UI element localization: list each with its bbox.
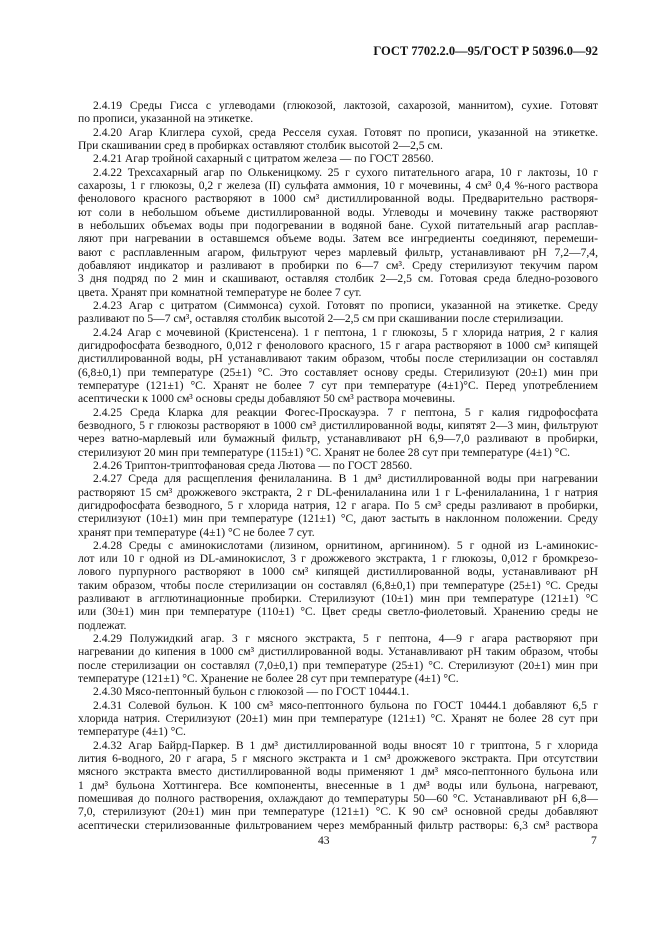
text-line: цвета. Хранят при комнатной температуре не более 7 сут. xyxy=(78,285,362,299)
text-line: (6,8±0,1) при температуре (25±1) °С. Это составляет основу среды. Стерилизуют (20±1) мин при xyxy=(78,365,598,379)
text-line: лот или 10 г одной из DL-аминокислот, 3 г дрожжевого экстракта, 1 г глюкозы, 0,012 г бромкрезо- xyxy=(78,552,598,566)
text-line: дигидрофосфата безводного, 0,012 г фенолового красного, 15 г агара растворяют в 1000 см³ кипящей xyxy=(78,338,598,352)
text-line: в небольших объемах воды при подогревании в водяной бане. Сухой питательный агар расплав- xyxy=(78,218,598,232)
text-line: 2.4.21 Агар тройной сахарный с цитратом железа — по ГОСТ 28560. xyxy=(93,152,434,166)
document-body xyxy=(78,99,598,832)
text-line: хлорида натрия. Стерилизуют (20±1) мин при температуре (121±1) °С. Хранят не более 28 сут при xyxy=(78,712,598,726)
text-line: помешивая до полного растворения, охлаждают до температуры 50—60 °С. Устанавливают pH 6,8— xyxy=(78,792,598,806)
text-line: вают с расплавленным агаром, фильтруют через марлевый фильтр, устанавливают pH 7,2—7,4, xyxy=(78,245,598,259)
text-line: 2.4.28 Среды с аминокислотами (лизином, орнитином, аргинином). 5 г одной из L-аминокис- xyxy=(93,538,598,552)
text-line: после стерилизации он составлял (7,0±0,1) при температуре (25±1) °С. Стерилизуют (20±1) мин при xyxy=(78,658,598,672)
text-line: 2.4.24 Агар с мочевиной (Кристенсена). 1 г пептона, 1 г глюкозы, 5 г хлорида натрия, 2 г калия xyxy=(93,325,598,339)
text-line: 2.4.23 Агар с цитратом (Симмонса) сухой. Готовят по прописи, указанной на этикетке. Среду xyxy=(93,298,598,312)
text-line: стерилизуют (10±1) мин при температуре (121±1) °С, дают застыть в наклонном положении. Среду xyxy=(78,512,598,526)
text-line: разливают по 5—7 см³, оставляя столбик высотой 2—2,5 см при скашивании после стерилизации. xyxy=(78,312,564,326)
text-line: асептически к 1000 см³ основы среды добавляют 50 см³ раствора мочевины. xyxy=(78,392,456,406)
text-line: ляют при нагревании в оставшемся объеме воды. Затем все ингредиенты соединяют, перемеши- xyxy=(78,232,598,246)
text-line: 2.4.20 Агар Клиглера сухой, среда Ресселя сухая. Готовят по прописи, указанной на этикетке. xyxy=(93,125,598,139)
text-line: безводного, 5 г глюкозы растворяют в 1000 см³ дистиллированной воды, кипятят 2—3 мин, фильтруют xyxy=(78,418,598,432)
text-line: 2.4.22 Трехсахарный агар по Олькеницкому. 25 г сухого питательного агара, 10 г лактозы, 10 г xyxy=(93,165,598,179)
text-line: 2.4.27 Среда для расщепления фенилаланина. В 1 дм³ дистиллированной воды при нагревании xyxy=(93,472,598,486)
text-line: подлежат. xyxy=(78,618,127,632)
text-line: лового пурпурного растворяют в 1000 см³ кипящей дистиллированной воды, устанавливают pH xyxy=(78,565,598,579)
text-line: таким образом, чтобы после стерилизации он составлял (6,8±0,1) при температуре (25±1) °С. Среды xyxy=(78,578,598,592)
text-line: 1 дм³ бульона Хоттингера. Все компоненты, внесенные в 1 дм³ воды или бульона, нагревают, xyxy=(78,778,598,792)
text-line: хранят при температуре (4±1) °С не более 7 сут. xyxy=(78,525,315,539)
text-line: или (30±1) мин при температуре (110±1) °С. Цвет среды светло-фиолетовый. Хранению среды не xyxy=(78,605,598,619)
text-line: стерилизуют 20 мин при температуре (115±1) °С. Хранят не более 28 сут при температуре (4±1) °С. xyxy=(78,445,571,459)
text-line: через ватно-марлевый или бумажный фильтр, устанавливают pH 6,9—7,0 разливают в пробирки, xyxy=(78,432,598,446)
text-line: 2.4.30 Мясо-пептонный бульон с глюкозой — по ГОСТ 10444.1. xyxy=(93,685,410,699)
text-line: нагревании до кипения в 1000 см³ дистиллированной воды. Устанавливают pH таким образом, чтобы xyxy=(78,645,598,659)
text-line: температуре (121±1) °С. Хранят не более 7 сут при температуре (4±1)°С. Перед употреблением xyxy=(78,378,598,392)
text-line: ют соли в небольшом объеме дистиллированной воды. Углеводы и мочевину также растворяют xyxy=(78,205,598,219)
text-line: 2.4.19 Среды Гисса с углеводами (глюкозой, лактозой, сахарозой, маннитом), сухие. Готовят xyxy=(93,99,598,112)
text-line: дистиллированной воды, pH устанавливают таким образом, чтобы после стерилизации он составлял xyxy=(78,352,598,366)
text-line: температуре (121±1) °С. Хранение не более 28 сут при температуре (4±1) °С. xyxy=(78,672,459,686)
text-line: асептически стерилизованные фильтрованием через мембранный фильтр растворы: 6,3 см³ раствора xyxy=(78,818,598,832)
text-line: 3 дня подряд по 2 мин и скашивают, оставляя столбик 2—2,5 см. Готовая среда бледно-розового xyxy=(78,272,598,286)
text-line: добавляют индикатор и разливают в пробирки по 6—7 см³. Среду стерилизуют текучим паром xyxy=(78,258,598,272)
text-line: 7,0, стерилизуют (20±1) мин при температуре (121±1) °С. К 90 см³ основной среды добавляют xyxy=(78,805,598,819)
text-line: дигидрофосфата безводного, 5 г хлорида натрия, 12 г агара. По 5 см³ среды разливают в пробирки, xyxy=(78,498,598,512)
text-line: разливают в агглютинационные пробирки. Стерилизуют (10±1) мин при температуре (121±1) °С xyxy=(78,592,598,606)
text-line: фенолового красного растворяют в 1000 см³ дистиллированной воды. Предварительно растворя- xyxy=(78,192,598,206)
page-number-center: 43 xyxy=(318,834,330,847)
text-line: 2.4.31 Солевой бульон. К 100 см³ мясо-пептонного бульона по ГОСТ 10444.1 добавляют 6,5 г xyxy=(93,698,598,712)
text-line: растворяют 15 см³ дрожжевого экстракта, 2 г DL-фенилаланина или 1 г L-фенилаланина, 1 г натрия xyxy=(78,485,598,499)
document-header: ГОСТ 7702.2.0—95/ГОСТ Р 50396.0—92 xyxy=(373,44,598,58)
text-line: 2.4.26 Триптон-триптофановая среда Лютова — по ГОСТ 28560. xyxy=(93,458,413,472)
text-line: лития 6-водного, 20 г агара, 5 г мясного экстракта и 1 см³ дрожжевого экстракта. При отсутствии xyxy=(78,752,598,766)
text-line: 2.4.29 Полужидкий агар. 3 г мясного экстракта, 5 г пептона, 4—9 г агара растворяют при xyxy=(93,632,598,646)
text-line: мясного экстракта вместо дистиллированной воды применяют 1 дм³ мясо-пептонного бульона или xyxy=(78,765,598,779)
text-line: При скашивании сред в пробирках оставляют столбик высотой 2—2,5 см. xyxy=(78,138,443,152)
text-line: температуре (4±1) °С. xyxy=(78,725,186,739)
text-line: сахарозы, 1 г глюкозы, 0,2 г железа (II) сульфата аммония, 10 г мочевины, 4 см³ 0,4 %-ного раствора xyxy=(78,178,598,192)
text-line: по прописи, указанной на этикетке. xyxy=(78,112,254,126)
text-line: 2.4.25 Среда Кларка для реакции Фогес-Проскауэра. 7 г пептона, 5 г калия гидрофосфата xyxy=(93,405,598,419)
text-line: 2.4.32 Агар Байрд-Паркер. В 1 дм³ дистиллированной воды вносят 10 г триптона, 5 г хлорида xyxy=(93,738,598,752)
page-number-right: 7 xyxy=(591,834,597,847)
